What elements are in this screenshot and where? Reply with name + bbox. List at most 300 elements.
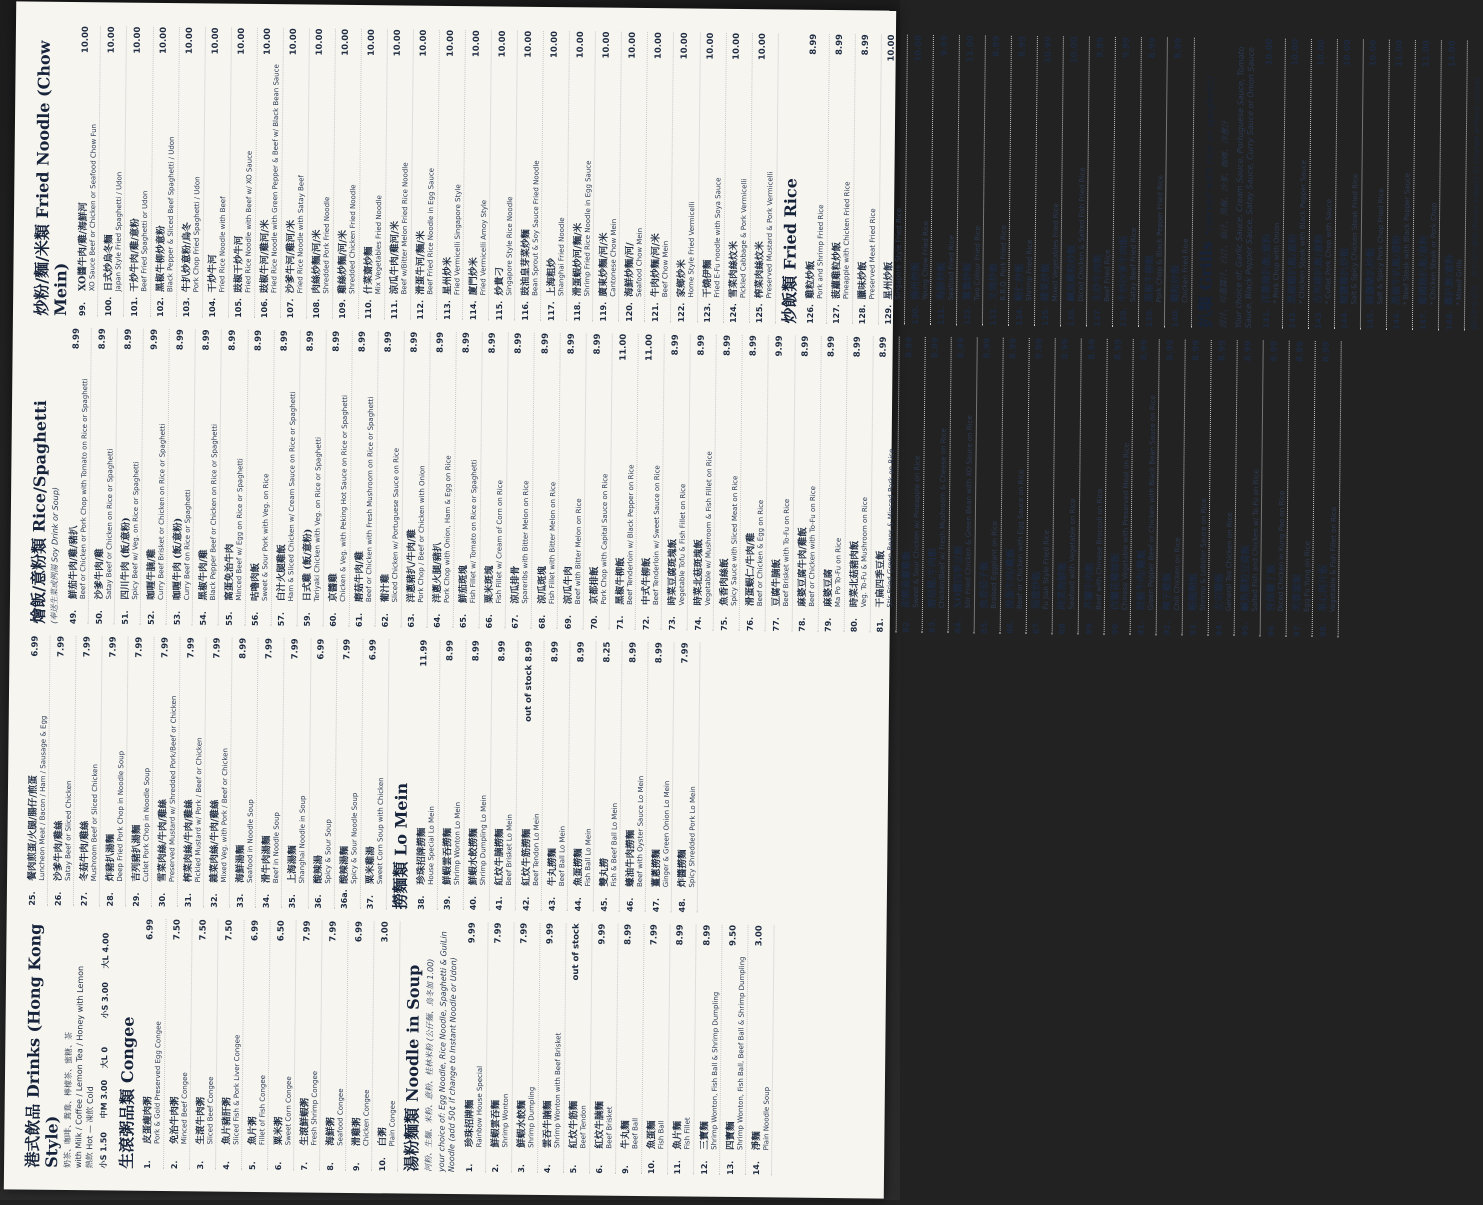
menu-item	[190, 919, 219, 1169]
item-name-en: Sweet Corn Congee	[283, 1076, 293, 1146]
item-name-zh: 雞粒炒飯	[805, 260, 817, 299]
menu-item	[1257, 38, 1286, 328]
item-name-en: Satay Beef Fried Rice	[1129, 227, 1138, 303]
item-name-zh: 星州炒米	[441, 256, 454, 296]
drink-price: 大L 0	[99, 1046, 110, 1069]
menu-content	[11, 9, 1482, 1188]
menu-item	[568, 641, 597, 911]
menu-item	[1361, 40, 1390, 330]
item-price: 8.99	[97, 328, 108, 350]
item-number: 109.	[338, 299, 348, 319]
item-name-en: Shrimp Wonton with Beef Brisket	[553, 1032, 563, 1149]
item-number: 93.	[1188, 621, 1198, 636]
menu-item	[1235, 340, 1264, 636]
item-name-en: Deep Fried Pork Chop in Noodle Soup	[115, 750, 126, 882]
menu-item	[896, 337, 925, 633]
item-price: 8.99	[383, 331, 395, 353]
item-price: 10.00	[575, 31, 586, 59]
item-name-zh: 涼瓜斑塊	[536, 565, 548, 605]
menu-item	[542, 641, 571, 911]
item-name-en: Fillet of Fish Congee	[257, 1074, 267, 1146]
item-name-zh: 沙爹牛河/雞河/米	[285, 219, 298, 294]
item-name-en: Satay Beef or Sliced Chicken	[63, 780, 73, 882]
menu-item	[167, 329, 196, 625]
item-name-zh: 沙爹牛肉/雞	[93, 548, 106, 600]
item-price: 8.99	[904, 336, 915, 358]
item-price: 8.99	[1147, 37, 1158, 59]
item-name-zh: 冬菇牛肉/雞絲	[78, 820, 91, 882]
item-name-en: Beef Tenderloin w/ Sweet Sauce on Rice	[651, 465, 662, 606]
item-price: 9.99	[149, 328, 160, 350]
item-price: 7.99	[81, 636, 93, 658]
item-name-zh: 麻婆豆腐	[822, 568, 835, 608]
item-number: 47.	[651, 897, 661, 913]
menu-item	[818, 336, 847, 632]
item-name-en: Pickled Cabbage & Pork Vermicelli	[739, 178, 749, 299]
menu-item	[89, 328, 118, 624]
item-name-zh: 魚片粥	[246, 1116, 259, 1146]
item-price: 8.99	[982, 337, 994, 359]
item-price: 8.99	[991, 35, 1002, 57]
item-name-zh: 炒貴刁	[493, 266, 506, 296]
item-price: 8.99	[675, 924, 687, 946]
menu-item	[333, 29, 362, 319]
item-name-zh: 甜酸菠蘿雞飯	[901, 550, 913, 608]
item-name-zh: 京醬雞	[328, 573, 340, 602]
item-number: 128.	[858, 304, 868, 325]
item-name-zh: 雞粒炒飯	[1170, 264, 1182, 303]
item-number: 61.	[354, 612, 365, 628]
item-number: 137.	[1092, 306, 1102, 327]
item-number: 72.	[641, 615, 651, 631]
item-name-en: Black Pepper Beef or Chicken on Rice or Spaghetti	[208, 424, 219, 601]
item-price: 8.99	[1087, 338, 1098, 360]
item-name-en: Mix Vegetables Fried Noodle	[374, 195, 384, 295]
item-name-zh: 芙蓉蛋飯	[1291, 573, 1304, 612]
item-name-en: Fried E-Fu noodle with Soya Sauce	[713, 177, 723, 298]
item-number: 3.	[517, 1164, 527, 1173]
item-price: 11.00	[965, 35, 976, 63]
item-number: 148.	[1444, 310, 1454, 331]
item-price: 10.00	[341, 28, 352, 56]
item-name-en: Sliced Fish & Pork Liver Congee	[231, 1034, 242, 1145]
item-price: 6.99	[250, 919, 261, 942]
item-price: 8.99	[722, 334, 733, 356]
item-price: 6.50	[276, 920, 287, 942]
item-name-en: Fried Rice Noodle with Satay Beef	[296, 175, 306, 294]
item-name-en: * Chicken Steak or Pork Chop	[1428, 202, 1438, 306]
item-name-zh: 榨菜肉絲/牛肉/雞絲	[182, 799, 195, 883]
item-price: 10.00	[471, 30, 482, 58]
item-name-en: Yeung Chow Fried Rice	[920, 220, 930, 300]
menu-item	[489, 30, 518, 320]
menu-item	[256, 638, 285, 908]
item-price: 10.00	[1264, 38, 1276, 66]
item-name-zh: 生滾鮮蝦粥	[299, 1097, 311, 1146]
item-name-en: Curry Beef Brisket or Chicken on Rice or Spaghetti	[156, 423, 167, 601]
item-name-en: Home Style Fried Vermicelli	[687, 201, 697, 298]
item-number: 80.	[849, 618, 859, 633]
item-name-zh: 菠蘿雞粒炒飯	[831, 241, 844, 300]
item-name-zh: 雞扒飯/意粉	[1443, 254, 1456, 306]
item-name-zh: 魚片豬肝粥	[220, 1097, 233, 1145]
item-name-zh: 中式牛柳飯	[640, 557, 653, 606]
item-name-zh: 生滾牛肉粥	[194, 1096, 207, 1145]
item-price: 9.99	[1121, 37, 1132, 59]
menu-item	[1261, 341, 1290, 637]
item-number: 85.	[980, 619, 990, 634]
menu-item	[720, 925, 749, 1175]
item-number: 110.	[364, 299, 374, 320]
item-number: 138.	[1118, 307, 1128, 328]
item-name-en: Shrimp Fried Rice Noodle in Egg Sauce	[582, 160, 593, 297]
menu-item	[983, 36, 1012, 326]
item-number: 73.	[667, 616, 677, 631]
item-number: 89.	[1084, 620, 1094, 635]
item-price: 8.99	[670, 334, 681, 356]
item-name-en: Beef Fried Spaghetti or Udon	[140, 190, 150, 292]
item-number: 57.	[276, 612, 286, 627]
menu-item	[746, 925, 775, 1175]
item-name-zh: 菜心斑片飯	[1317, 564, 1330, 613]
item-number: 112.	[416, 299, 426, 320]
menu-item	[714, 335, 743, 631]
item-name-zh: 魚香肉絲飯	[718, 558, 731, 606]
menu-item	[922, 337, 951, 633]
item-name-en: Pork Chop Fried Spaghetti / Udon	[192, 176, 202, 293]
item-name-en: Preserved Mustard w/ Shredded Pork/Beef or Chicken	[167, 695, 178, 883]
congee-heading: 生滾粥品類 Congee	[116, 1016, 138, 1169]
item-name-zh: 廣東炒麵/河/米	[597, 232, 610, 297]
item-name-zh: 珍珠招牌撈麵	[416, 827, 428, 885]
menu-item	[349, 331, 378, 627]
item-name-zh: 紅炆牛筋麵	[568, 1100, 581, 1149]
item-name-zh: 蝦仁炒飯	[1013, 262, 1026, 302]
item-name-en: Vegetable Tofu & Fish Fillet on Rice	[677, 483, 687, 606]
item-number: 26.	[53, 891, 63, 906]
item-number: 39.	[443, 895, 453, 911]
item-price: 10.00	[184, 27, 196, 55]
item-name-zh: 鮮蝦水餃麵	[516, 1100, 528, 1148]
item-name-zh: 滑蛋牛河/麵/米	[415, 230, 428, 295]
item-number: 7.	[299, 1161, 309, 1171]
item-price: 10.00	[1369, 39, 1380, 67]
item-name-en: Shanghai Fried Noodle	[556, 217, 566, 297]
item-name-en: Shrimp Dumpling	[527, 1086, 537, 1148]
item-number: 10.	[377, 1157, 388, 1172]
item-number: 4.	[543, 1164, 553, 1174]
item-name-zh: 葡汁雞	[380, 573, 392, 603]
item-number: 141.	[1262, 308, 1272, 329]
item-number: 67.	[511, 614, 521, 629]
item-number: 2.	[169, 1160, 179, 1170]
menu-column-4	[28, 26, 1482, 331]
menu-item	[460, 922, 489, 1172]
menu-item	[385, 29, 414, 319]
item-name-en: Green Pepper Beef or Chicken with Black Bean Sauce on Rice	[1146, 395, 1157, 611]
item-price: 7.99	[328, 920, 339, 942]
item-name-en: Bean Sprout & Soy Sauce Fried Noodle	[530, 160, 541, 296]
item-name-zh: 牛肉炒麵/河/米	[650, 233, 662, 298]
item-name-en: Braised Eggplant on Rice	[990, 520, 1000, 609]
menu-item	[281, 28, 310, 318]
item-number: 54.	[198, 611, 208, 626]
menu-item	[1053, 338, 1082, 634]
item-name-zh: 淨麵	[750, 1131, 763, 1151]
item-number: 42.	[521, 896, 531, 911]
item-price: 7.99	[134, 636, 145, 658]
menu-item	[204, 637, 233, 907]
item-name-en: * Chicken Steak with Black Pepper Sauce	[1298, 160, 1308, 304]
noodle-soup-list	[460, 922, 775, 1175]
item-name-en: Chicken & Veg. with Peking Hot Sauce on Rice or Spaghetti	[339, 394, 350, 602]
item-price: 8.99	[852, 336, 863, 358]
item-number: 135.	[1040, 306, 1050, 327]
item-price: 3.00	[754, 925, 765, 947]
drinks-hot-label: 熱飲 Hot	[84, 1135, 95, 1169]
item-number: 83.	[927, 618, 938, 634]
item-name-zh: 炸醬撈麵	[676, 849, 689, 888]
item-name-en: Beef Tendon	[579, 1105, 589, 1149]
item-price: 3.00	[380, 921, 391, 943]
item-name-zh: 洋蔥火腿/豬扒	[432, 542, 444, 603]
menu-item	[792, 336, 821, 632]
item-number: 126.	[806, 303, 816, 324]
item-number: 52.	[146, 610, 156, 625]
item-name-zh: 涼瓜牛肉	[562, 566, 574, 605]
item-number: 5.	[569, 1164, 579, 1174]
item-price: 8.25	[602, 641, 613, 663]
item-name-zh: 臘味炒飯	[857, 261, 869, 300]
item-price: 8.99	[1061, 338, 1072, 360]
item-name-en: Cutlet Pork Chop in Noodle Soup	[141, 767, 151, 882]
item-name-zh: 蝦龍糊飯	[1187, 572, 1200, 611]
item-number: 98.	[1318, 622, 1328, 638]
item-name-zh: 洋蔥豬扒/牛肉/雞	[406, 529, 419, 603]
item-number: 25.	[27, 891, 37, 906]
item-price: 8.99	[696, 334, 707, 356]
menu-column-2	[22, 636, 875, 915]
item-price: 8.99	[1113, 338, 1124, 361]
item-number: 69.	[563, 615, 573, 630]
grills-list	[1257, 38, 1468, 330]
item-price: 6.99	[354, 921, 365, 943]
item-name-zh: 紅炆牛腩撈麵	[494, 828, 507, 886]
item-name-zh: 時菜海鮮飯	[1057, 561, 1069, 610]
item-number: 62.	[380, 613, 391, 628]
item-price: 8.99	[930, 337, 942, 359]
item-name-zh: 三寶麵	[698, 1121, 711, 1150]
item-number: 140.	[1170, 307, 1181, 328]
item-price: 10.00	[887, 34, 898, 62]
item-name-zh: 上海湯麵	[286, 845, 299, 884]
item-name-en: Minced Beef w/ Egg on Rice or Spaghetti	[234, 458, 245, 601]
item-price: 8.99	[1191, 339, 1202, 361]
item-name-zh: 日式炒烏冬麵	[103, 234, 115, 292]
menu-column-3	[25, 328, 1338, 638]
item-price: 8.99	[540, 332, 551, 355]
menu-item	[294, 920, 323, 1170]
menu-item	[590, 924, 619, 1174]
menu-item	[853, 34, 882, 324]
item-number: 75.	[719, 616, 729, 631]
menu-item	[1309, 39, 1338, 329]
item-name-zh: 蠔油牛肉撈麵	[624, 829, 637, 887]
item-name-en: Diced Chicken & Salted Fish Fried Rice	[1076, 167, 1087, 302]
item-price: 8.99	[357, 331, 369, 353]
item-number: 50.	[94, 610, 104, 625]
item-name-zh: 滑雞粥	[351, 1117, 363, 1147]
item-number: 44.	[573, 897, 583, 912]
menu-item	[255, 28, 284, 318]
item-name-en: Plain Congee	[388, 1100, 397, 1147]
item-price: 10.00	[314, 28, 326, 56]
item-name-zh: 干扁四季豆飯	[875, 550, 887, 608]
item-name-zh: 牛丸麵	[620, 1120, 632, 1149]
item-number: 48.	[677, 898, 687, 913]
menu-item	[490, 640, 519, 910]
item-name-zh: 薑蔥撈麵	[650, 849, 663, 888]
menu-item	[1061, 36, 1090, 326]
menu-item	[402, 332, 431, 628]
item-name-en: Fish Ball Lo Mein	[583, 828, 593, 887]
item-number: 136.	[1066, 306, 1076, 327]
item-number: 40.	[469, 896, 479, 911]
item-name-en: Fried Rice Noodle with Beef w/ XO Sauce	[244, 150, 254, 293]
item-name-en: Rainbow House Special	[475, 1065, 485, 1148]
item-name-zh: 時菜北菇豬肉飯	[849, 540, 861, 608]
item-price: 10.00	[757, 33, 769, 61]
item-name-zh: 福建炒飯	[1031, 571, 1043, 610]
item-price: 10.00	[262, 28, 274, 56]
item-name-en: Pork Chop with Capital Sauce on Rice	[599, 473, 609, 605]
menu-item	[642, 924, 671, 1174]
item-name-en: Salt & Spicy Chicken Steak Fried Rice	[1350, 173, 1360, 305]
item-price: 8.99	[575, 641, 587, 663]
item-number: 2.	[491, 1163, 501, 1173]
item-price: 8.99	[1173, 37, 1184, 59]
item-name-en: Beef Ball Lo Mein	[557, 825, 567, 887]
item-price: 9.50	[727, 924, 739, 947]
item-price: 6.99	[29, 635, 41, 657]
item-number: 97.	[1292, 622, 1302, 637]
item-price: 10.00	[523, 30, 534, 58]
item-price: 10.00	[497, 30, 508, 58]
item-name-en: Black Pepper & Sliced Beef Spaghetti / Udon	[166, 136, 176, 293]
item-name-en: Stir Fried Chicken & Green Bean with XO Sauce on Rice	[964, 415, 975, 609]
item-number: 5.	[247, 1161, 257, 1171]
item-name-zh: 魚片麵	[672, 1120, 685, 1150]
item-name-zh: 干燒伊麵	[702, 259, 714, 298]
menu-item	[297, 330, 326, 626]
item-name-en: Beef or Chicken & Egg on Rice	[755, 499, 765, 607]
item-name-en: Beef Tendon Lo Mein	[531, 813, 541, 886]
item-price: 10.00	[80, 26, 91, 54]
menu-item	[411, 30, 440, 320]
menu-item	[375, 331, 404, 627]
drink-price: 大L 4.00	[100, 932, 111, 969]
item-price: 8.99	[461, 332, 473, 354]
menu-item	[150, 27, 179, 317]
item-name-en: Pickled Mustard w/ Pork / Beef or Chicken	[193, 737, 204, 883]
item-price: 10.00	[679, 32, 690, 60]
menu-item	[141, 329, 170, 625]
menu-item	[538, 923, 567, 1173]
item-price: 10.00	[210, 27, 222, 55]
item-name-en: B.B.Q. Pork Fried Rice	[998, 225, 1008, 301]
menu-item	[115, 329, 144, 625]
item-name-zh: 豆腐牛腩飯	[770, 558, 783, 607]
item-price: 8.99	[861, 34, 872, 56]
item-name-zh: 黑椒牛柳飯	[1144, 254, 1156, 303]
menu-item	[594, 642, 623, 912]
item-number: 147.	[1418, 310, 1428, 331]
fried-rice-list	[801, 34, 1195, 328]
item-name-en: Mixed Veg. with Pork / Beef or Chicken	[219, 748, 230, 883]
menu-item	[1413, 40, 1442, 330]
menu-item	[645, 32, 674, 322]
item-name-en: Preserved Mustard & Pork Vermicelli	[765, 171, 775, 299]
item-price: 7.99	[186, 637, 197, 659]
noodle-soup-note-en: your choice of: Egg Noodle, Rice Noodle, Spaghetti & GuiLin Noodle (add 50¢ if change to Instant Noodle or Udon)	[436, 931, 458, 1173]
item-name-zh: 鹹魚雞粒豆腐飯	[1239, 544, 1252, 612]
item-name-zh: 磨菇牛肉/雞	[354, 551, 366, 603]
grills-heading	[1195, 38, 1217, 328]
item-name-en: Pineapple with Chicken Fried Rice	[842, 181, 852, 300]
item-name-zh: 黑椒雞扒飯/意粉	[1287, 233, 1300, 304]
item-name-zh: 時菜豆腐斑塊飯	[666, 538, 679, 606]
item-name-zh: 涼瓜牛肉/雞河/米	[389, 220, 402, 295]
item-name-en: Fish Fillet with Bitter Melon on Rice	[547, 481, 557, 605]
item-price: 8.99	[826, 335, 837, 358]
item-name-en: * Pork Chop with Onion	[1272, 222, 1282, 304]
item-name-zh: 鮮茄牛肉/雞/豬扒	[67, 525, 80, 600]
item-price: 8.99	[514, 332, 525, 354]
menu-item	[1035, 36, 1064, 326]
item-name-en: Seafood in Noodle Soup	[245, 799, 255, 883]
menu-item	[948, 337, 977, 633]
item-name-zh: 豉椒牛河/雞河/米	[259, 219, 272, 294]
item-price: 10.00	[236, 27, 248, 55]
item-name-zh: 海鮮炒麵/河/	[624, 242, 636, 297]
item-price: 8.99	[701, 924, 713, 946]
item-number: 49.	[68, 609, 78, 625]
item-name-zh: 黑椒牛肉/雞	[197, 549, 210, 601]
item-price: 9.99	[467, 922, 478, 944]
item-name-en: Fried Vermicelli Amoy Style	[478, 199, 488, 296]
item-name-zh: 咕嚕肉飯	[249, 562, 262, 602]
item-name-en: Sweet & Sour Chicken w/ Pineapple on Rice	[912, 455, 922, 608]
item-price: 8.99	[1243, 340, 1254, 362]
menu-item	[672, 642, 701, 912]
item-price: 11.99	[419, 639, 430, 667]
item-number: 76.	[745, 616, 755, 632]
item-price: 8.99	[628, 641, 639, 663]
menu-item	[48, 636, 77, 906]
noodle-soup-heading: 湯粉麵類 Noodle in Soup	[402, 964, 424, 1172]
item-price: 8.99	[549, 641, 561, 663]
menu-item	[346, 921, 375, 1171]
item-number: 120.	[624, 302, 634, 322]
item-number: 29.	[131, 892, 141, 907]
item-price: 11.00	[1395, 39, 1406, 67]
item-number: 95.	[1240, 622, 1250, 637]
menu-item	[216, 920, 245, 1170]
item-name-en: Preserved Meat Fried Rice	[868, 208, 878, 300]
menu-item	[879, 34, 908, 324]
menu-item	[564, 923, 593, 1173]
item-name-zh: 牛丸撈麵	[546, 848, 558, 887]
